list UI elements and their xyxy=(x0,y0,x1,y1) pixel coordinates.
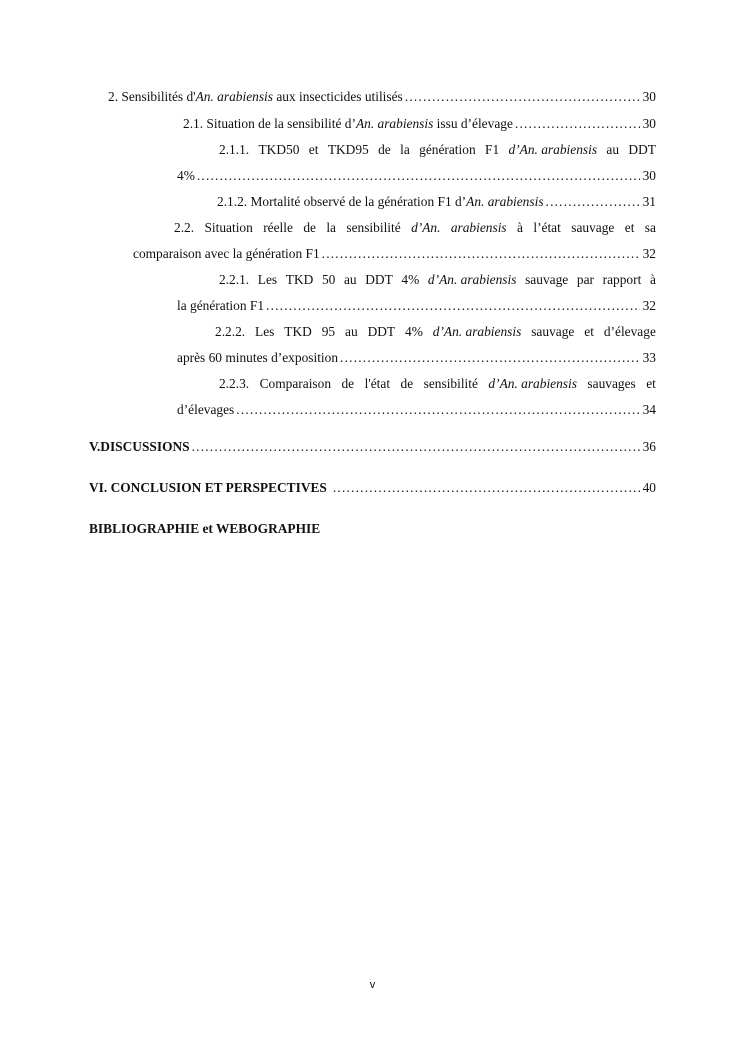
toc-entry-text: comparaison avec la génération F1 xyxy=(133,246,320,261)
word: TKD95 xyxy=(327,142,369,157)
toc-entry-2-1-1-line1[interactable] xyxy=(219,143,656,156)
word: TKD xyxy=(284,324,312,339)
page-number-footer: v xyxy=(369,979,376,991)
chapter-number: V. xyxy=(89,439,101,454)
word: au xyxy=(345,324,358,339)
word: génération xyxy=(419,142,476,157)
word: et xyxy=(584,324,594,339)
toc-page-number: 30 xyxy=(642,89,656,104)
word: Comparaison xyxy=(259,376,332,391)
toc-entry-2-2-1-line1[interactable] xyxy=(219,273,656,286)
toc-page-number: 34 xyxy=(642,402,656,417)
word: de xyxy=(341,376,355,391)
toc-page-number: 40 xyxy=(642,480,656,495)
chapter-title: DISCUSSIONS xyxy=(100,439,190,454)
word: 4% xyxy=(401,272,420,287)
toc-page-number: 32 xyxy=(642,298,656,313)
dot-leader xyxy=(266,299,640,312)
word: de xyxy=(303,220,316,235)
word: au xyxy=(606,142,620,157)
word: et xyxy=(646,376,656,391)
toc-entry-text: 4% xyxy=(177,168,195,183)
toc-page-number: 31 xyxy=(642,194,656,209)
species-name: d’An. arabiensis xyxy=(432,324,522,339)
toc-entry-2-2-1-line2[interactable] xyxy=(177,299,656,312)
word: 4% xyxy=(405,324,423,339)
toc-entry-bibliographie[interactable] xyxy=(89,522,656,535)
toc-entry-2-2-line2[interactable] xyxy=(133,247,656,260)
dot-leader xyxy=(236,403,639,416)
toc-entry-2-1-1-line2[interactable] xyxy=(177,169,656,182)
toc-page-number: 36 xyxy=(642,439,656,454)
word: à xyxy=(649,272,656,287)
dot-leader xyxy=(333,481,640,494)
toc-page-number: 32 xyxy=(642,246,656,261)
word: Les xyxy=(255,324,275,339)
word: 2.2.2. xyxy=(215,324,246,339)
word: F1 xyxy=(485,142,500,157)
word: 95 xyxy=(321,324,336,339)
word: sauvages xyxy=(587,376,636,391)
dot-leader xyxy=(340,351,640,364)
word: 2.2.1. xyxy=(219,272,250,287)
dot-leader xyxy=(322,247,640,260)
toc-entry-2-2-line1[interactable] xyxy=(174,221,656,234)
dot-leader xyxy=(197,169,640,182)
toc-page-number: 30 xyxy=(642,168,656,183)
toc-entry-text: après 60 minutes d’exposition xyxy=(177,350,339,365)
word: l'état xyxy=(364,376,391,391)
word: Les xyxy=(257,272,278,287)
toc-entry-2-2-3-line2[interactable] xyxy=(177,403,656,416)
toc-entry-discussions[interactable] xyxy=(89,440,656,453)
word: DDT xyxy=(365,272,393,287)
word: de xyxy=(378,142,391,157)
species-name: d’An. arabiensis xyxy=(488,376,577,391)
word: à xyxy=(517,220,523,235)
word: au xyxy=(343,272,357,287)
species-name: arabiensis xyxy=(450,220,507,235)
word: et xyxy=(308,142,319,157)
dot-leader xyxy=(192,440,640,453)
word: l’état xyxy=(533,220,561,235)
word: TKD xyxy=(285,272,314,287)
toc-entry-text: la génération F1 xyxy=(177,298,265,313)
toc-entry-text: d’élevages xyxy=(177,402,235,417)
toc-entry-text: 2.1. Situation de la sensibilité d’An. arabiensis issu d’élevage xyxy=(183,116,513,131)
toc-entry-2-1-2[interactable] xyxy=(217,195,656,208)
toc-entry-2-2-2-line1[interactable] xyxy=(215,325,656,338)
word: réelle xyxy=(263,220,293,235)
word: et xyxy=(624,220,635,235)
toc-page-number: 33 xyxy=(642,350,656,365)
dot-leader xyxy=(515,117,640,130)
word: sauvage xyxy=(525,272,569,287)
toc-entry-text: 2.1.2. Mortalité observé de la génération F1 d’An. arabiensis xyxy=(217,194,544,209)
word: la xyxy=(400,142,410,157)
toc-entry-sensibilites[interactable] xyxy=(108,90,656,103)
toc-entry-text: 2. Sensibilités d'An. arabiensis aux insecticides utilisés xyxy=(108,89,403,104)
word: sauvage xyxy=(531,324,575,339)
word: sensibilité xyxy=(346,220,401,235)
word: DDT xyxy=(367,324,396,339)
toc-entry-2-2-2-line2[interactable] xyxy=(177,351,656,364)
word: de xyxy=(400,376,414,391)
toc-entry-2-1[interactable] xyxy=(183,117,656,130)
word: DDT xyxy=(628,142,656,157)
word: d’élevage xyxy=(603,324,656,339)
word: Situation xyxy=(204,220,253,235)
word: par xyxy=(576,272,594,287)
species-name: d’An. arabiensis xyxy=(427,272,517,287)
chapter-title: VI. CONCLUSION ET PERSPECTIVES xyxy=(89,480,327,495)
toc-entry-2-2-3-line1[interactable] xyxy=(219,377,656,390)
toc-entry-conclusion[interactable] xyxy=(89,481,656,494)
word: TKD50 xyxy=(258,142,300,157)
word: 2.2. xyxy=(174,220,195,235)
word: 2.1.1. xyxy=(219,142,250,157)
word: 50 xyxy=(321,272,336,287)
species-name: d’An. arabiensis xyxy=(508,142,598,157)
word: sauvage xyxy=(571,220,615,235)
dot-leader xyxy=(546,195,640,208)
word: la xyxy=(326,220,336,235)
word: sa xyxy=(644,220,656,235)
word: sensibilité xyxy=(423,376,478,391)
species-name: d’An. xyxy=(411,220,441,235)
word: 2.2.3. xyxy=(219,376,250,391)
chapter-title: BIBLIOGRAPHIE et WEBOGRAPHIE xyxy=(89,521,321,536)
word: rapport xyxy=(602,272,642,287)
toc-page-number: 30 xyxy=(642,116,656,131)
dot-leader xyxy=(405,90,640,103)
